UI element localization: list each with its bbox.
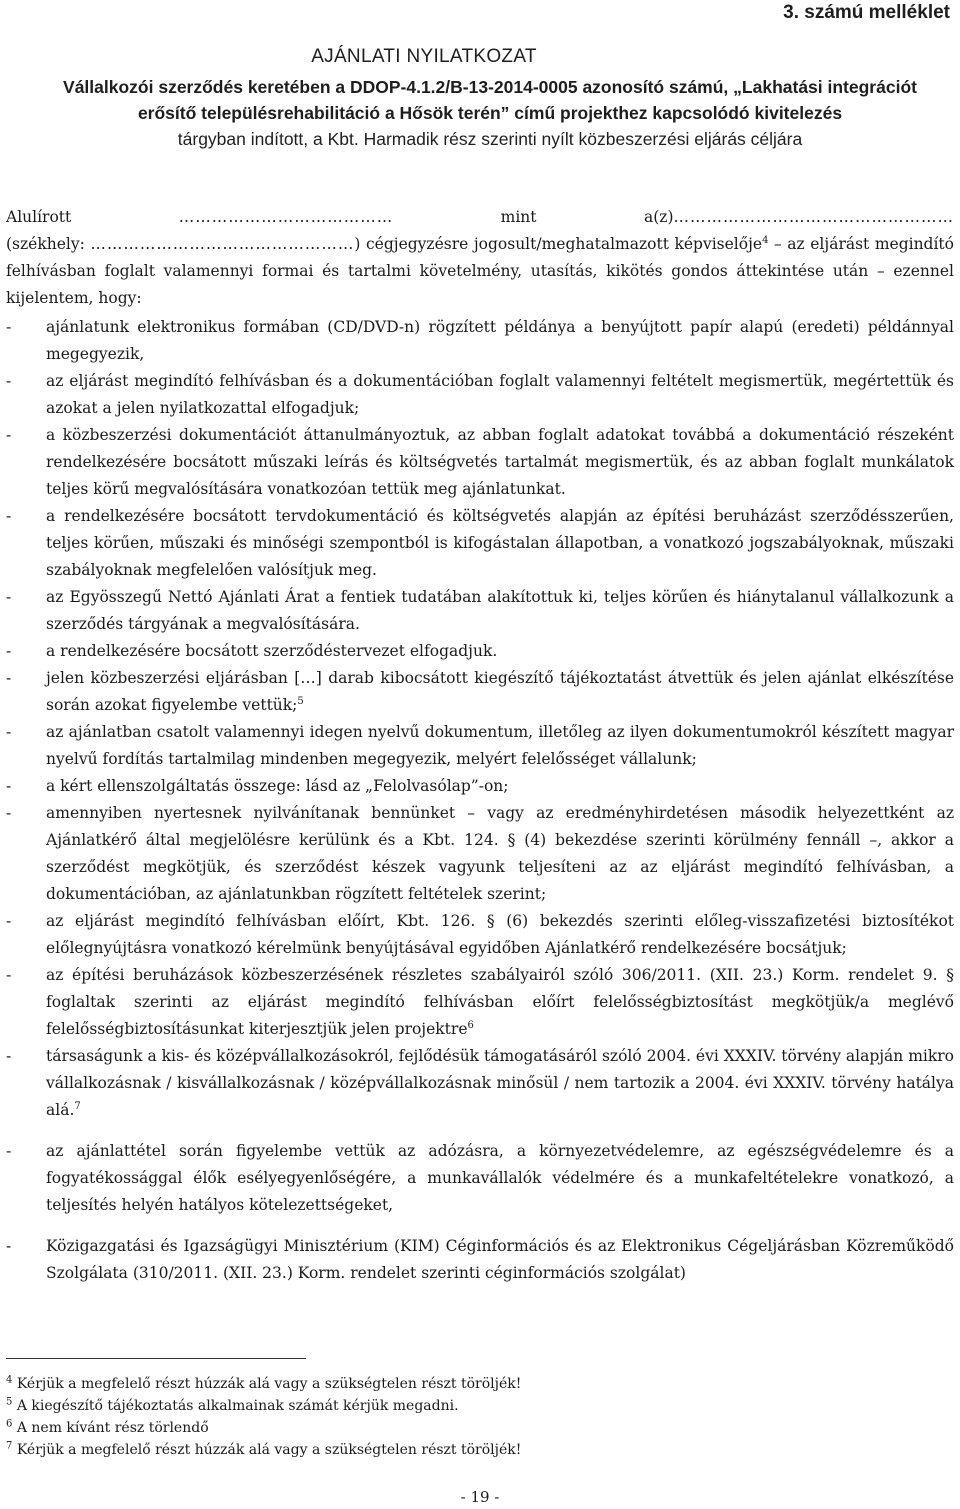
declaration-item	[6, 1138, 954, 1219]
list-dash: -	[6, 777, 12, 795]
declaration-item	[6, 638, 954, 665]
szekhely-label: (székhely:	[6, 235, 85, 253]
list-dash: -	[6, 426, 12, 444]
declaration-item-text: az eljárást megindító felhívásban és a dokumentációban foglalt valamennyi feltételt megismertük, megértettük és azokat a jelen nyilatkozattal elfogadjuk;	[46, 372, 954, 417]
footnote-number: 6	[6, 1418, 13, 1430]
declaration-item-text: az ajánlattétel során figyelembe vettük az adózásra, a környezetvédelemre, az egészségvédelemre és a fogyatékossággal élők esélyegyenlőségére, a munkavállalók védelmére és a munkafeltételekre vonatkozó, a teljesítés helyén hatályos kötelezettségeket,	[46, 1142, 954, 1214]
list-dash: -	[6, 642, 12, 660]
list-dash: -	[6, 1047, 12, 1065]
footnote	[6, 1417, 946, 1439]
footnote	[6, 1373, 946, 1395]
seat-blank: …………………………………………	[90, 235, 355, 253]
company-blank: ……………………………………………	[673, 208, 954, 226]
footnote	[6, 1395, 946, 1417]
declaration-item-text: a rendelkezésére bocsátott szerződéstervezet elfogadjuk.	[46, 642, 498, 660]
list-dash: -	[6, 588, 12, 606]
document-heading	[40, 74, 940, 152]
declaration-item-text: a közbeszerzési dokumentációt áttanulmányoztuk, az abban foglalt adatokat továbbá a dokumentáció részeként rendelkezésére bocsátott műszaki leírás és költségvetés tartalmát megismertük, és az abban foglalt munkálatok teljes körű megvalósítására vonatkozóan tettük meg ajánlatunkat.	[46, 426, 954, 498]
list-dash: -	[6, 723, 12, 741]
declaration-item-text: az eljárást megindító felhívásban előírt, Kbt. 126. § (6) bekezdés szerinti előleg-visszafizetési biztosítékot előlegnyújtásra vonatkozó kérelmünk benyújtásával egyidőben Ajánlatkérő rendelkezésére bocsátjuk;	[46, 912, 954, 957]
declaration-item	[6, 1043, 954, 1124]
list-dash: -	[6, 912, 12, 930]
declaration-item-text: az Egyösszegű Nettó Ajánlati Árat a fentiek tudatában alakítottuk ki, teljes körűen és hiánytalanul vállalkozunk a szerződés tárgyának a megvalósítására.	[46, 588, 954, 633]
declaration-item	[6, 503, 954, 584]
list-dash: -	[6, 507, 12, 525]
declarant-continuation: – az eljárást megindító felhívásban foglalt valamennyi formai és tartalmi követelmény, utasítás, kikötés gondos áttekintése után – ezennel kijelentem, hogy:	[6, 235, 954, 307]
footnote-separator	[6, 1358, 306, 1359]
declaration-item-text: a rendelkezésére bocsátott tervdokumentáció és költségvetés alapján az építési beruházást szerződésszerűen, teljes körűen, műszaki és minőségi szempontból is kifogástalan állapotban, a vonatkozó jogszabályoknak, műszaki szabályoknak megfelelően valósítjuk meg.	[46, 507, 954, 579]
list-dash: -	[6, 966, 12, 984]
declaration-item	[6, 1233, 954, 1287]
list-dash: -	[6, 372, 12, 390]
name-blank: …………………………………	[178, 208, 394, 226]
mint-label: mint	[500, 208, 537, 226]
page-number: - 19 -	[460, 1488, 500, 1506]
footnote-ref: 5	[297, 695, 304, 707]
list-dash: -	[6, 1237, 12, 1255]
footnote-text: Kérjük a megfelelő részt húzzák alá vagy a szükségtelen részt töröljék!	[12, 1376, 522, 1392]
footnote-text: A kiegészítő tájékoztatás alkalmainak számát kérjük megadni.	[12, 1398, 459, 1414]
declarant-body	[6, 231, 954, 312]
footnote-text: Kérjük a megfelelő részt húzzák alá vagy a szükségtelen részt töröljék!	[12, 1442, 522, 1458]
az-text: a(z)	[643, 208, 674, 226]
footnote-text: A nem kívánt rész törlendő	[12, 1420, 209, 1436]
declaration-item	[6, 962, 954, 1043]
footnote-ref: 7	[74, 1100, 81, 1112]
declaration-item-text: az építési beruházások közbeszerzésének részletes szabályairól szóló 306/2011. (XII. 23.) Korm. rendelet 9. § foglaltak szerinti az eljárást megindító felhívásban előírt felelősségbiztosítást megkötjük/a meglévő felelősségbiztosításunkat kiterjesztjük jelen projektre	[46, 966, 954, 1038]
declaration-item-text: amennyiben nyertesnek nyilvánítanak bennünket – vagy az eredményhirdetésen második helyezettként az Ajánlatkérő által megjelölésre kerülünk és a Kbt. 124. § (4) bekezdése szerinti körülmény fennáll –, akkor a szerződést megkötjük, és szerződést készek vagyunk teljesíteni az az eljárást megindító felhívásban, a dokumentációban, az ajánlatunkban rögzített feltételek szerint;	[46, 804, 954, 903]
list-dash: -	[6, 318, 12, 336]
declaration-item	[6, 908, 954, 962]
list-dash: -	[6, 804, 12, 822]
footnote-ref: 6	[467, 1019, 474, 1031]
footnote-number: 7	[6, 1440, 13, 1452]
declaration-item	[6, 314, 954, 368]
footnote	[6, 1439, 946, 1461]
footnotes	[6, 1373, 946, 1461]
az-label	[644, 204, 954, 231]
list-dash: -	[6, 669, 12, 687]
annex-label: 3. számú melléklet	[783, 2, 950, 23]
list-dash: -	[6, 1142, 12, 1160]
alulirott-label: Alulírott	[6, 208, 72, 226]
heading-normal-text: tárgyban indított, a Kbt. Harmadik rész szerinti nyílt közbeszerzési eljárás céljára	[177, 129, 803, 149]
document-title: AJÁNLATI NYILATKOZAT	[311, 46, 537, 67]
declarant-rest: ) cégjegyzésre jogosult/meghatalmazott képviselője	[354, 235, 763, 253]
declaration-item	[6, 368, 954, 422]
declaration-item-text: jelen közbeszerzési eljárásban […] darab kibocsátott kiegészítő tájékoztatást átvettük és jelen ajánlat elkészítése során azokat figyelembe vettük;	[46, 669, 954, 714]
declaration-item	[6, 773, 954, 800]
declarant-paragraph	[6, 204, 954, 312]
declaration-item	[6, 584, 954, 638]
declaration-item	[6, 665, 954, 719]
declaration-item-text: ajánlatunk elektronikus formában (CD/DVD-n) rögzített példánya a benyújtott papír alapú (eredeti) példánnyal megegyezik,	[46, 318, 954, 363]
footnote-ref-4: 4	[762, 234, 769, 246]
footnote-number: 4	[6, 1374, 13, 1386]
declaration-item	[6, 800, 954, 908]
declaration-item-text: az ajánlatban csatolt valamennyi idegen nyelvű dokumentum, illetőleg az ilyen dokumentumokról készített magyar nyelvű fordítás tartalmilag mindenben megegyezik, melyért felelősséget vállalunk;	[46, 723, 954, 768]
declaration-item-text: társaságunk a kis- és középvállalkozásokról, fejlődésük támogatásáról szóló 2004. évi XXXIV. törvény alapján mikro vállalkozásnak / kisvállalkozásnak / középvállalkozásnak minősül / nem tartozik a 2004. évi XXXIV. törvény hatálya alá.	[46, 1047, 954, 1119]
declaration-item-text: a kért ellenszolgáltatás összege: lásd az „Felolvasólap”-on;	[46, 777, 509, 795]
declaration-item	[6, 719, 954, 773]
declarant-first-line	[6, 204, 954, 231]
declaration-item	[6, 422, 954, 503]
declaration-list	[6, 314, 954, 1287]
footnote-number: 5	[6, 1396, 13, 1408]
declaration-item-text: Közigazgatási és Igazságügyi Minisztérium (KIM) Céginformációs és az Elektronikus Cégeljárásban Közreműködő Szolgálata (310/2011. (XII. 23.) Korm. rendelet szerinti céginformációs szolgálat)	[46, 1237, 954, 1282]
heading-bold-text: Vállalkozói szerződés keretében a DDOP-4.1.2/B-13-2014-0005 azonosító számú, „Lakhatási integrációt erősítő településrehabilitáció a Hősök terén” című projekthez kapcsolódó kivitelezés	[63, 77, 917, 123]
